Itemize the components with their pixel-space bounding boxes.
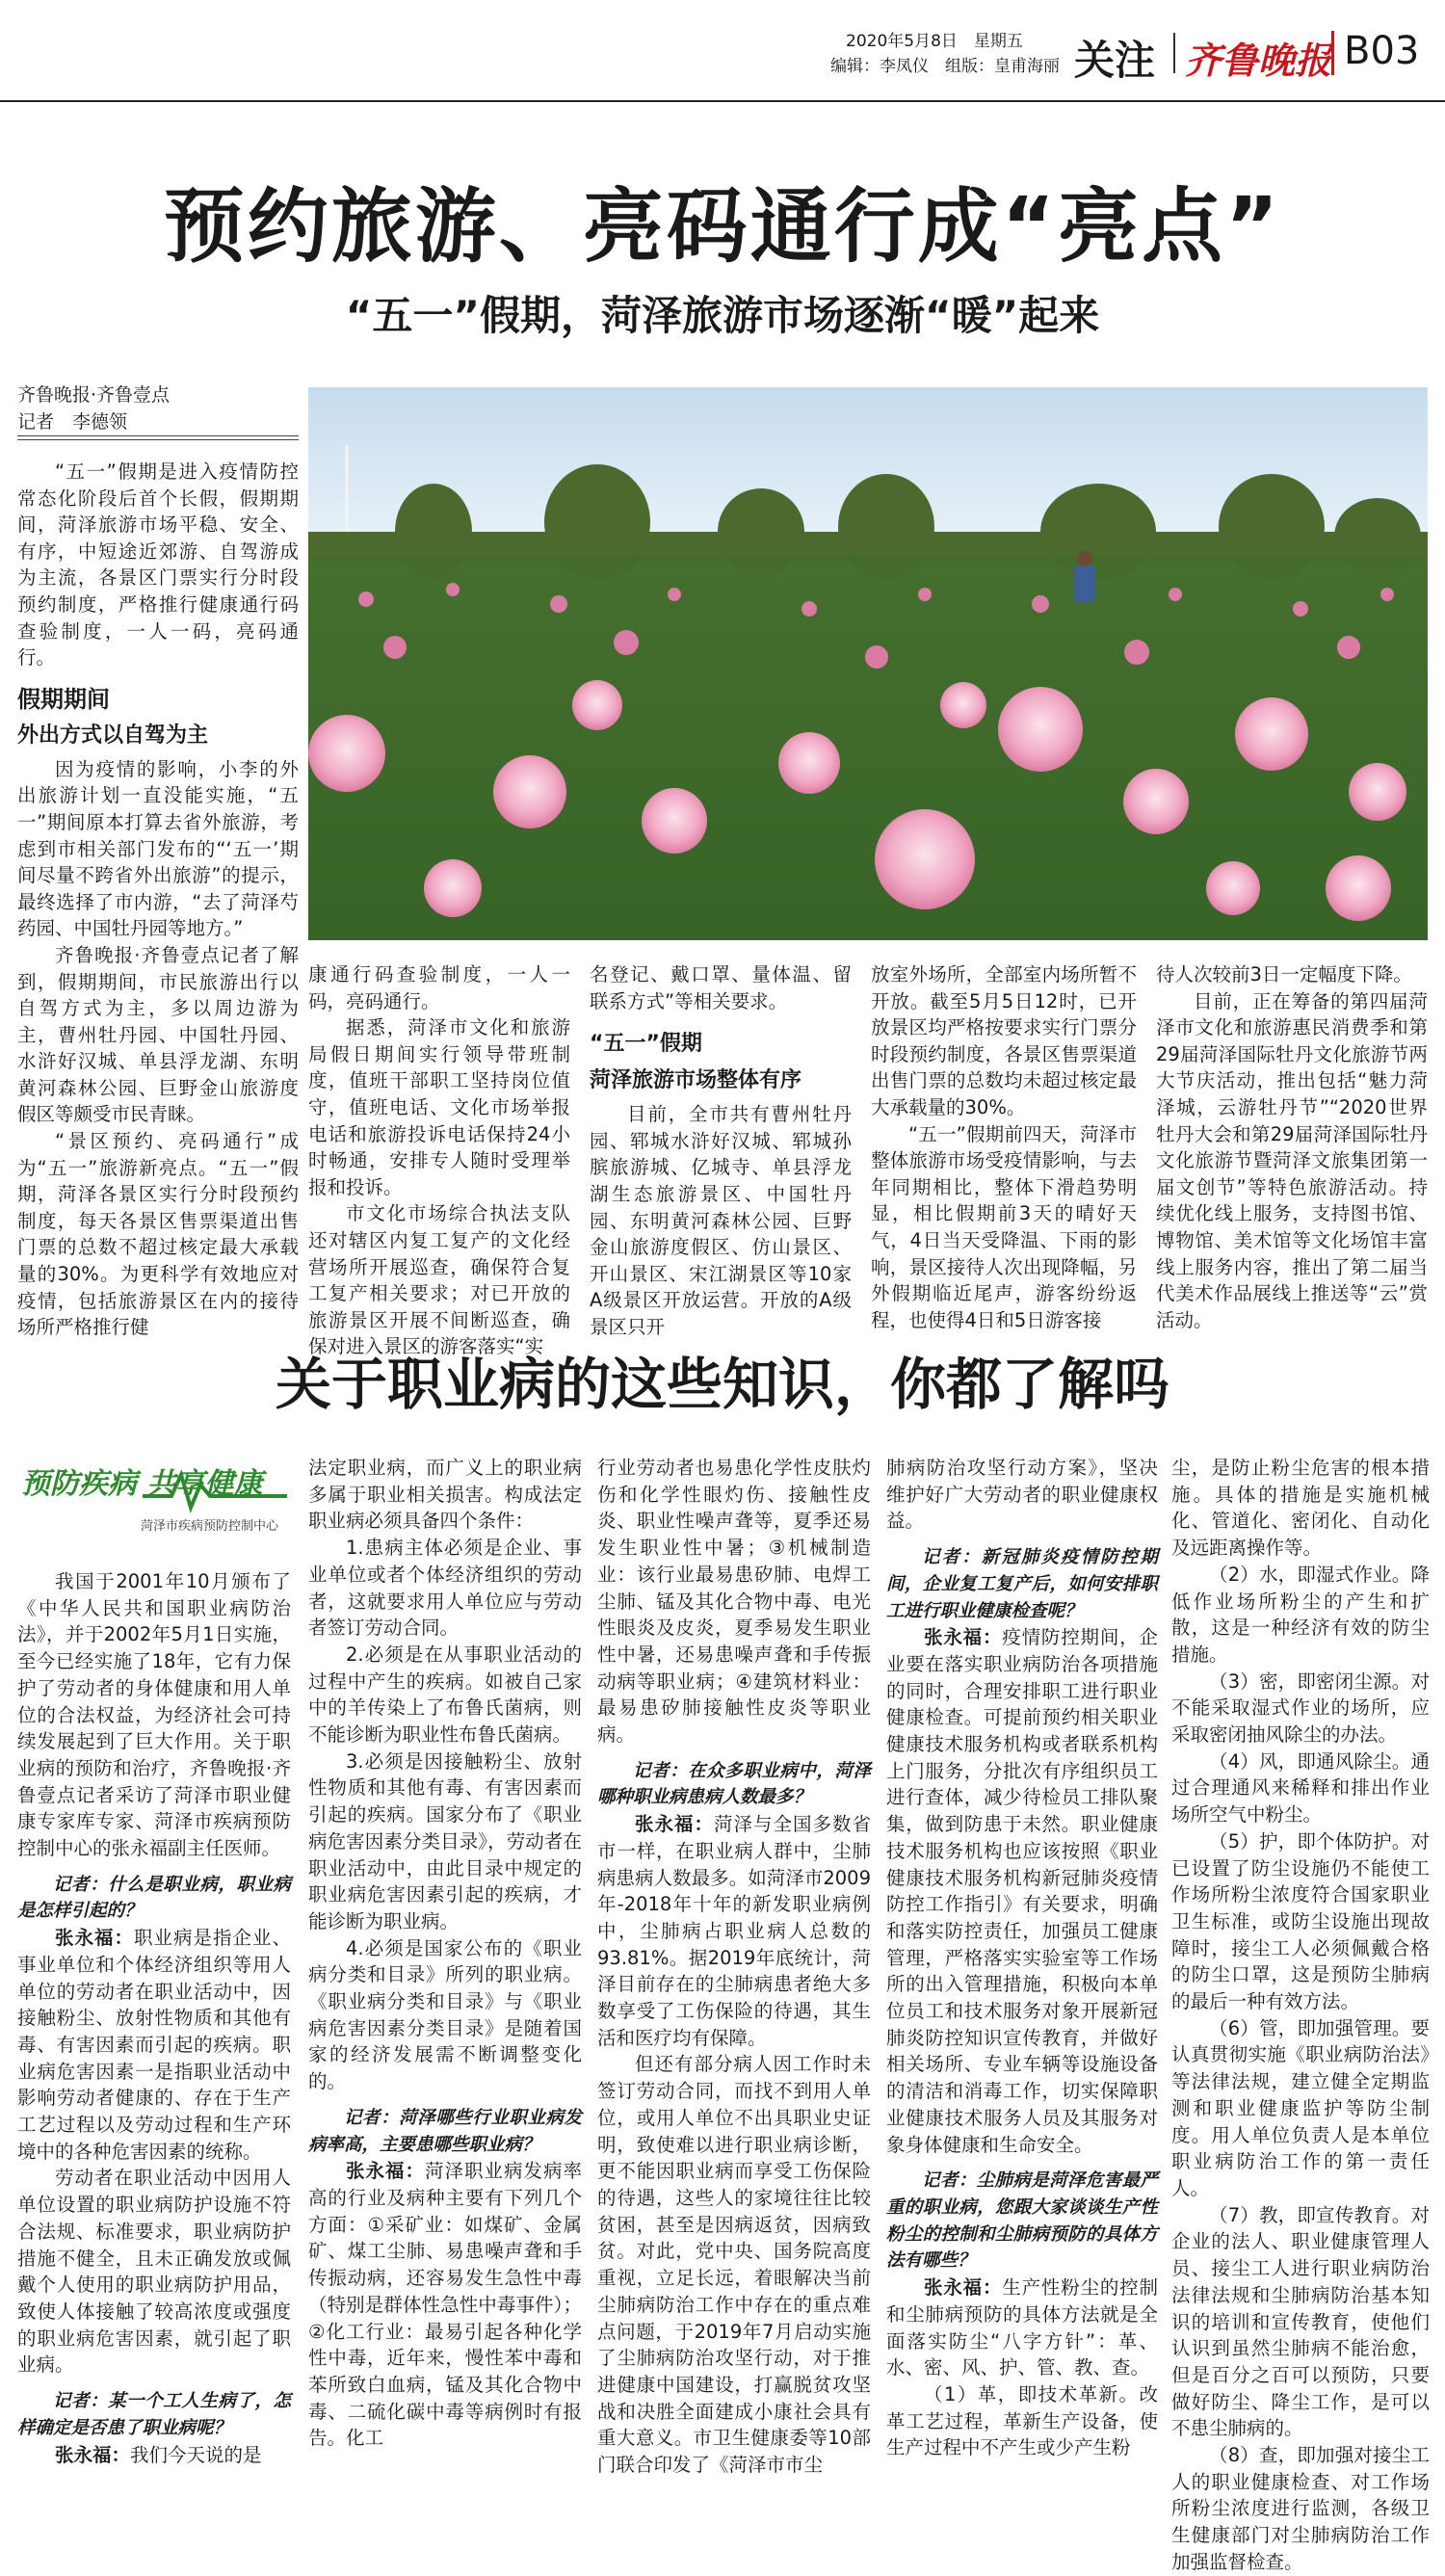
paragraph: 劳动者在职业活动中因用人单位设置的职业病防护设施不符合法规、标准要求，职业病防护措施不健全，且未正确发放或佩戴个人使用的职业病防护用品，致使人体接触了较高浓度或强度的职业病危害因素，就引起了职业病。 bbox=[17, 2167, 291, 2377]
paragraph: （3）密，即密闭尘源。对不能采取湿式作业的场所，应采取密闭抽风除尘的办法。 bbox=[1171, 1669, 1430, 1747]
paragraph: 待人次较前3日一定幅度下降。 bbox=[1156, 963, 1412, 986]
column-4-body bbox=[871, 961, 1137, 1333]
paragraph: 3.必须是因接触粉尘、放射性物质和其他有毒、有害因素而引起的疾病。国家分布了《职业病危害因素分类目录》，劳动者在职业活动中，由此目录中规定的职业病危害因素引起的疾病，才能诊断为职业病。 bbox=[308, 1749, 582, 1932]
answer-text: 疫情防控期间，企业要在落实职业病防治各项措施的同时，合理安排职工进行职业健康检查。可提前预约相关职业健康技术服务机构或者联系机构上门服务，分批次有序组织员工进行查体，减少待检员工排队聚集，做到防患于未然。职业健康技术服务机构也应该按照《职业健康技术服务机构新冠肺炎疫情防控工作指引》有关要求，明确和落实防控责任，加强员工健康管理，严格落实实验室等工作场所的出入管理措施，积极向本单位员工和技术服务对象开展新冠肺炎防控知识宣传教育，并做好相关场所、专业车辆等设施设备的清洁和消毒工作，切实保障职业健康技术服务人员及其服务对象身体健康和生命安全。 bbox=[886, 1626, 1158, 2156]
section-name: 关注 bbox=[1074, 37, 1156, 84]
column-2-body bbox=[308, 961, 570, 1360]
subheading-b: 外出方式以自驾为主 bbox=[17, 723, 209, 748]
logo-organization: 菏泽市疾病预防控制中心 bbox=[141, 1519, 279, 1534]
speaker-name: 张永福： bbox=[924, 2276, 1003, 2300]
paragraph: 据悉，菏泽市文化和旅游局假日期间实行领导带班制度，值班干部职工坚持岗位值守，值班电话、文化市场举报电话和旅游投诉电话保持24小时畅通，安排专人随时受理举报和投诉。 bbox=[308, 1016, 570, 1198]
expert-answer bbox=[308, 2158, 582, 2452]
answer-text: 菏泽职业病发病率高的行业及病种主要有下列几个方面：①采矿业：如煤矿、金属矿、煤工尘肺、易患噪声聋和手传振动病，还容易发生急性中毒（特别是群体性急性中毒事件）；②化工行业：最易引起各种化学性中毒，近年来，慢性苯中毒和苯所致白血病，锰及其化合物中毒、二硫化碳中毒等病例时有报告。化工 bbox=[308, 2160, 582, 2450]
paragraph: 4.必须是国家公布的《职业病分类和目录》所列的职业病。《职业病分类和目录》与《职业病危害因素分类目录》是随着国家的经济发展需不断调整变化的。 bbox=[308, 1936, 582, 2093]
article1-column-1 bbox=[17, 459, 299, 1341]
article2-title: 关于职业病的这些知识，你都了解吗 bbox=[275, 1352, 1169, 1417]
reporter-question: 记者：什么是职业病，职业病是怎样引起的？ bbox=[17, 1874, 291, 1922]
newspaper-brand: 齐鲁晚报 bbox=[1185, 39, 1332, 82]
peony-field-photo bbox=[308, 387, 1428, 940]
paragraph: 尘，是防止粉尘危害的根本措施。具体的措施是实施机械化、管道化、密闭化、自动化及远距离操作等。 bbox=[1171, 1457, 1430, 1560]
speaker-name: 张永福： bbox=[346, 2160, 425, 2183]
paragraph: “五一”假期是进入疫情防控常态化阶段后首个长假，假期期间，菏泽旅游市场平稳、安全、有序，中短途近郊游、自驾游成为主流，各景区门票实行分时段预约制度，严格推行健康通行码查验制度，一人一码，亮码通行。 bbox=[17, 460, 299, 670]
column-3-lead: 名登记、戴口罩、量体温、留联系方式”等相关要求。 bbox=[590, 963, 852, 1012]
header-separator bbox=[1173, 33, 1175, 73]
column-5-body bbox=[1156, 961, 1428, 1333]
paragraph: （2）水，即湿式作业。降低作业场所粉尘的产生和扩散，这是一种经济有效的防尘措施。 bbox=[1171, 1563, 1430, 1666]
paragraph: 法定职业病，而广义上的职业病多属于职业相关损害。构成法定职业病必须具备四个条件： bbox=[308, 1457, 582, 1533]
paragraph: 我国于2001年10月颁布了《中华人民共和国职业病防治法》，并于2002年5月1日实施，至今已经实施了18年，它有力保护了劳动者的身体健康和用人单位的合法权益，为经济社会可持续发展起到了巨大作用。关于职业病的预防和治疗，齐鲁晚报·齐鲁壹点记者采访了菏泽市职业健康专家库专家、菏泽市疾病预防控制中心的张永福副主任医师。 bbox=[17, 1570, 291, 1860]
byline-rule bbox=[17, 439, 299, 440]
page-header bbox=[0, 19, 1445, 87]
paragraph: 放室外场所，全部室内场所暂不开放。截至5月5日12时，已开放景区均严格按要求实行门票分时段预约制度，各景区售票渠道出售门票的总数均未超过核定最大承载量的30%。 bbox=[871, 963, 1137, 1118]
article1-column-4 bbox=[871, 961, 1137, 1333]
subheading-c: “五一”假期 bbox=[590, 1032, 702, 1057]
paragraph: 2.必须是在从事职业活动的过程中产生的疾病。如被自己家中的羊传染上了布鲁氏菌病，则不能诊断为职业性布鲁氏菌病。 bbox=[308, 1643, 582, 1747]
answer-text: 生产性粉尘的控制和尘肺病预防的具体方法就是全面落实防尘“八字方针”：革、水、密、风、护、管、教、查。 bbox=[886, 2276, 1158, 2379]
answer-text: 我们今天说的是 bbox=[130, 2443, 262, 2466]
article1-column-5 bbox=[1156, 961, 1428, 1333]
article2-column-4 bbox=[886, 1455, 1158, 2461]
paragraph: （7）教，即宣传教育。对企业的法人、职业健康管理人员、接尘工人进行职业病防治法律法规和尘肺病防治基本知识的培训和宣传教育，使他们认识到虽然尘肺病不能治愈，但是百分之百可以预防，只要做好防尘、降尘工作，是可以不患尘肺病的。 bbox=[1171, 2203, 1430, 2440]
article1-column-3 bbox=[590, 961, 852, 1341]
speaker-name: 张永福： bbox=[924, 1626, 1003, 1649]
header-red-bar bbox=[1331, 31, 1334, 75]
column-3-body bbox=[590, 1101, 852, 1340]
speaker-name: 张永福： bbox=[55, 2443, 131, 2466]
article1-column-2 bbox=[308, 961, 570, 1360]
paragraph: 1.患病主体必须是企业、事业单位或者个体经济组织的劳动者，这就要求用人单位应与劳动者签订劳动合同。 bbox=[308, 1537, 582, 1640]
lead-paragraphs bbox=[17, 459, 299, 671]
column-1-body bbox=[17, 756, 299, 1341]
paragraph: 行业劳动者也易患化学性皮肤灼伤和化学性眼灼伤、接触性皮炎、职业性噪声聋等，夏季还易发生职业性中暑；③机械制造业：该行业最易患矽肺、电焊工尘肺、锰及其化合物中毒、电光性眼炎及皮炎，夏季易发生职业性中暑，还易患噪声聋和手传振动病等职业病；④建筑材料业：最易患矽肺接触性皮炎等职业病。 bbox=[597, 1457, 871, 1747]
article2-column-3 bbox=[597, 1455, 871, 2479]
article1-subtitle: “五一”假期，菏泽旅游市场逐渐“暖”起来 bbox=[345, 292, 1100, 339]
paragraph: 康通行码查验制度，一人一码，亮码通行。 bbox=[308, 963, 570, 1012]
paragraph: 市文化市场综合执法支队还对辖区内复工复产的文化经营场所开展巡查，确保符合复工复产相关要求；对已开放的旅游景区开展不间断巡查，确保对进入景区的游客落实“实 bbox=[308, 1202, 570, 1358]
paragraph: 因为疫情的影响，小李的外出旅游计划一直没能实施，“五一”期间原本打算去省外旅游，考虑到市相关部门发布的“‘五一’期间尽量不跨省外出旅游”的提示，最终选择了市内游，“去了菏泽芍药园、中国牡丹园等地方。” bbox=[17, 757, 299, 940]
subheading-d: 菏泽旅游市场整体有序 bbox=[590, 1068, 802, 1093]
byline-rule bbox=[17, 435, 299, 436]
subheading-a: 假期期间 bbox=[17, 685, 110, 713]
paragraph: “景区预约、亮码通行”成为“五一”旅游新亮点。“五一”假期，菏泽各景区实行分时段预约制度，每天各景区售票渠道出售门票的总数不超过核定最大承载量的30%。为更科学有效地应对疫情，包括旅游景区在内的接待场所严格推行健 bbox=[17, 1130, 299, 1339]
reporter-question: 记者：在众多职业病中，菏泽哪种职业病患病人数最多？ bbox=[597, 1760, 871, 1808]
cdc-logo bbox=[17, 1459, 287, 1537]
reporter-question: 记者：菏泽哪些行业职业病发病率高，主要患哪些职业病？ bbox=[308, 2107, 582, 2155]
expert-answer bbox=[597, 1811, 871, 2051]
paragraph: 齐鲁晚报·齐鲁壹点记者了解到，假期期间，市民旅游出行以自驾方式为主，多以周边游为主，曹州牡丹园、中国牡丹园、水浒好汉城、单县浮龙湖、东明黄河森林公园、巨野金山旅游度假区等颇受市民青睐。 bbox=[17, 943, 299, 1126]
speaker-name: 张永福： bbox=[55, 1927, 134, 1950]
heartbeat-icon bbox=[143, 1467, 287, 1511]
issue-date: 2020年5月8日 星期五 bbox=[846, 32, 1023, 51]
reporter-question: 记者：尘肺病是菏泽危害最严重的职业病，您跟大家谈谈生产性粉尘的控制和尘肺病预防的具体方法有哪些？ bbox=[886, 2170, 1158, 2272]
paragraph: 目前，全市共有曹州牡丹园、郓城水浒好汉城、郓城孙膑旅游城、亿城寺、单县浮龙湖生态旅游景区、中国牡丹园、东明黄河森林公园、巨野金山旅游度假区、仿山景区、开山景区、宋江湖景区等10家A级景区开放运营。开放的A级景区只开 bbox=[590, 1103, 852, 1338]
paragraph: （1）革，即技术革新。改革工艺过程，革新生产设备，使生产过程中不产生或少产生粉 bbox=[886, 2382, 1158, 2459]
paragraph: （4）风，即通风除尘。通过合理通风来稀释和排出作业场所空气中粉尘。 bbox=[1171, 1749, 1430, 1827]
expert-answer bbox=[886, 1624, 1158, 2158]
answer-text: 职业病是指企业、事业单位和个体经济组织等用人单位的劳动者在职业活动中，因接触粉尘、放射性物质和其他有毒、有害因素而引起的疾病。职业病危害因素一是指职业活动中影响劳动者健康的、存在于生产工艺过程以及劳动过程和生产环境中的各种危害因素的统称。 bbox=[17, 1927, 291, 2163]
page-number: B03 bbox=[1344, 29, 1420, 73]
byline-reporter: 记者 李德领 bbox=[17, 411, 128, 433]
paragraph: “五一”假期前四天，菏泽市整体旅游市场受疫情影响，与去年同期相比，整体下滑趋势明显，相比假期前3天的晴好天气，4日当天受降温、下雨的影响，景区接待人次出现降幅，另外假期临近尾声，游客纷纷返程，也使得4日和5日游客接 bbox=[871, 1122, 1137, 1331]
paragraph: （5）护，即个体防护。对已设置了防尘设施仍不能使工作场所粉尘浓度符合国家职业卫生标准，或防尘设施出现故障时，接尘工人必须佩戴合格的防尘口罩，这是预防尘肺病的最后一种有效方法。 bbox=[1171, 1829, 1430, 2013]
article2-column-5 bbox=[1171, 1455, 1430, 2576]
logo-slogan: 预防疾病 共享健康 bbox=[21, 1467, 263, 1501]
header-rule bbox=[0, 100, 1445, 102]
paragraph: （8）查，即加强对接尘工人的职业健康检查、对工作场所粉尘浓度进行监测，各级卫生健康部门对尘肺病防治工作加强监督检查。 bbox=[1171, 2444, 1430, 2573]
expert-answer bbox=[17, 1925, 291, 2165]
reporter-question: 记者：新冠肺炎疫情防控期间，企业复工复产后，如何安排职工进行职业健康检查呢？ bbox=[886, 1547, 1158, 1621]
paragraph: 但还有部分病人因工作时未签订劳动合同，而找不到用人单位，或用人单位不出具职业史证明，致使难以进行职业病诊断，更不能因职业病而享受工伤保险的待遇，这些人的家境往往比较贫困，甚至是因病返贫，因病致贫。对此，党中央、国务院高度重视，立足长远，着眼解决当前尘肺病防治工作中存在的重点难点问题，于2019年7月启动实施了尘肺病防治攻坚行动，对于推进健康中国建设，打赢脱贫攻坚战和决胜全面建成小康社会具有重大意义。市卫生健康委等10部门联合印发了《菏泽市市尘 bbox=[597, 2053, 871, 2477]
speaker-name: 张永福： bbox=[635, 1813, 714, 1836]
expert-answer bbox=[886, 2274, 1158, 2381]
article2-column-2 bbox=[308, 1455, 582, 2452]
editor-credit: 编辑：李凤仪 组版：皇甫海丽 bbox=[830, 57, 1060, 76]
paragraph: （6）管，即加强管理。要认真贯彻实施《职业病防治法》等法律法规，建立健全定期监测和职业健康监护等防尘制度。用人单位负责人是本单位职业病防治工作的第一责任人。 bbox=[1171, 2016, 1430, 2199]
byline-source: 齐鲁晚报·齐鲁壹点 bbox=[17, 384, 171, 406]
expert-answer bbox=[17, 2442, 291, 2469]
paragraph: 肺病防治攻坚行动方案》，坚决维护好广大劳动者的职业健康权益。 bbox=[886, 1457, 1158, 1533]
reporter-question: 记者：某一个工人生病了，怎样确定是否患了职业病呢？ bbox=[17, 2391, 291, 2438]
article2-column-1 bbox=[17, 1568, 291, 2468]
answer-text: 菏泽与全国多数省市一样，在职业病人群中，尘肺病患病人数最多。如菏泽市2009年-2018年十年的新发职业病例中，尘肺病占职业病人总数的93.81%。据2019年底统计，菏泽目前存在的尘肺病患者绝大多数享受了工伤保险的待遇，其生活和医疗均有保障。 bbox=[597, 1813, 871, 2049]
paragraph: 目前，正在筹备的第四届菏泽市文化和旅游惠民消费季和第29届菏泽国际牡丹文化旅游节两大节庆活动，推出包括“魅力菏泽城，云游牡丹节”“2020世界牡丹大会和第29届菏泽国际牡丹文化旅游节暨菏泽文旅集团第一届文创节”等特色旅游活动。持续优化线上服务，支持图书馆、博物馆、美术馆等文化场馆丰富线上服务内容，推出了第二届当代美术作品展线上推送等“云”赏活动。 bbox=[1156, 989, 1428, 1331]
article1-byline bbox=[17, 381, 170, 435]
article1-title: 预约旅游、亮码通行成“亮点” bbox=[163, 179, 1282, 274]
